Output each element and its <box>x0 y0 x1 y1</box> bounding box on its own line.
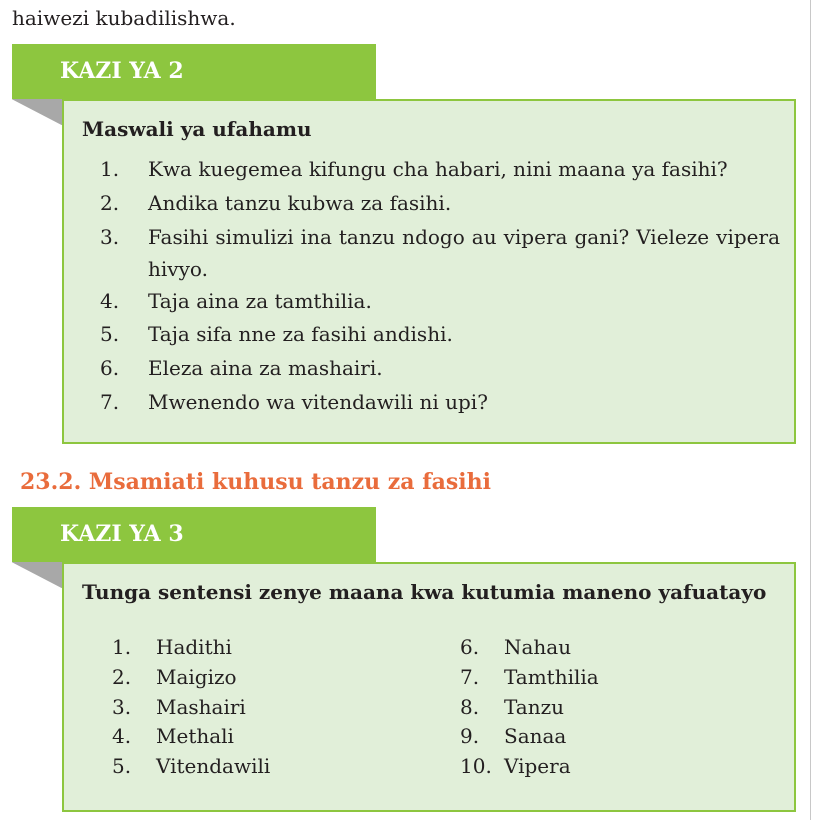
question-number: 1. <box>100 157 120 181</box>
word-text: Tanzu <box>504 695 565 719</box>
word-number: 5. <box>112 754 132 778</box>
list-item <box>100 187 780 219</box>
list-item <box>112 692 246 722</box>
kazi3-tab-fold <box>12 562 62 588</box>
kazi3-tab: KAZI YA 3 <box>12 507 376 562</box>
kazi2-panel <box>62 99 796 444</box>
question-text: Taja aina za tamthilia. <box>148 289 372 313</box>
word-number: 8. <box>460 695 480 719</box>
question-number: 2. <box>100 191 120 215</box>
question-text: Fasihi simulizi ina tanzu ndogo au vipera gani? Vieleze vipera hivyo. <box>148 225 780 281</box>
question-text: Eleza aina za mashairi. <box>148 356 383 380</box>
word-text: Methali <box>156 724 234 748</box>
question-number: 3. <box>100 225 120 249</box>
list-item <box>460 632 571 662</box>
word-number: 1. <box>112 635 132 659</box>
list-item <box>100 285 780 317</box>
word-text: Hadithi <box>156 635 232 659</box>
list-item <box>112 662 237 692</box>
word-text: Nahau <box>504 635 572 659</box>
list-item <box>100 318 780 350</box>
question-number: 6. <box>100 356 120 380</box>
list-item <box>112 721 234 751</box>
question-number: 5. <box>100 322 120 346</box>
list-item <box>460 692 564 722</box>
list-item <box>112 632 232 662</box>
list-item <box>460 662 599 692</box>
question-number: 7. <box>100 390 120 414</box>
intro-text: haiwezi kubadilishwa. <box>12 6 236 30</box>
page-margin-rule <box>810 0 811 820</box>
kazi3-heading: Tunga sentensi zenye maana kwa kutumia maneno yafuatayo <box>82 580 767 604</box>
kazi2-heading: Maswali ya ufahamu <box>82 117 312 141</box>
word-number: 9. <box>460 724 480 748</box>
question-text: Taja sifa nne za fasihi andishi. <box>148 322 453 346</box>
question-text: Andika tanzu kubwa za fasihi. <box>148 191 452 215</box>
word-number: 3. <box>112 695 132 719</box>
word-text: Mashairi <box>156 695 246 719</box>
section-heading: 23.2. Msamiati kuhusu tanzu za fasihi <box>20 469 492 495</box>
word-text: Sanaa <box>504 724 567 748</box>
word-text: Tamthilia <box>504 665 599 689</box>
kazi3-panel <box>62 562 796 812</box>
word-number: 2. <box>112 665 132 689</box>
list-item <box>112 751 270 781</box>
word-number: 7. <box>460 665 480 689</box>
question-number: 4. <box>100 289 120 313</box>
word-text: Vipera <box>504 754 571 778</box>
word-number: 10. <box>460 754 492 778</box>
list-item <box>460 751 571 781</box>
word-number: 4. <box>112 724 132 748</box>
word-text: Vitendawili <box>156 754 271 778</box>
list-item <box>100 386 780 418</box>
list-item <box>460 721 566 751</box>
list-item <box>100 221 780 285</box>
kazi2-tab-fold <box>12 99 62 125</box>
question-text: Mwenendo wa vitendawili ni upi? <box>148 390 488 414</box>
kazi2-tab: KAZI YA 2 <box>12 44 376 99</box>
list-item <box>100 352 780 384</box>
list-item <box>100 153 780 185</box>
question-text: Kwa kuegemea kifungu cha habari, nini maana ya fasihi? <box>148 157 728 181</box>
word-text: Maigizo <box>156 665 237 689</box>
word-number: 6. <box>460 635 480 659</box>
